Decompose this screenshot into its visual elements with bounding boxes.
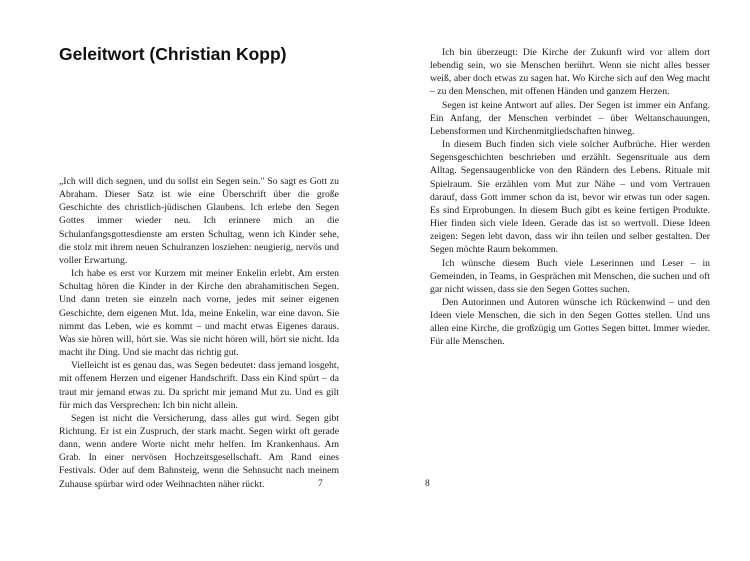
paragraph: Ich wünsche diesem Buch viele Leserinnen und Leser – in Gemeinden, in Teams, in Gesprächen mit Menschen, die suchen und oft gar nicht wissen, dass sie den Segen Gottes suchen.: [430, 257, 710, 295]
left-text-column: [59, 175, 339, 491]
page-number: 8: [425, 479, 430, 489]
page-heading: Geleitwort (Christian Kopp): [59, 44, 287, 64]
paragraph: Ich habe es erst vor Kurzem mit meiner Enkelin erlebt. Am ersten Schultag hören die Kinder in der Kirche den abrahamitischen Segen. Und dann treten sie einzeln nach vorne, jedes mit seiner eigenen Geschichte, dem eigenen Mut. Ida, meine Enkelin, war eine davon. Sie nimmt das Leben, wie es kommt – und macht etwas Eigenes daraus. Was sie hören will, hört sie. Was sie nicht hören will, hört sie nicht. Ida macht ihr Ding. Und sie macht das richtig gut.: [59, 268, 339, 359]
paragraph: In diesem Buch finden sich viele solcher Aufbrüche. Hier werden Segensgeschichten beschrieben und erzählt. Segensrituale aus dem Alltag. Segensaugenblicke von den Rändern des Lebens. Rituale mit Spielraum. Sie erzählen vom Mut zur Nähe – und vom Vertrauen darauf, dass Gott immer schon da ist, bevor wir etwas tun oder sagen. Es sind Erprobungen. In diesem Buch gibt es keine fertigen Produkte. Hier finden sich viele Ideen. Gerade das ist so wertvoll. Diese Ideen zeigen: Segen lebt davon, dass wir ihn teilen und selber gestalten. Der Segen möchte Raum bekommen.: [430, 139, 710, 256]
paragraph: „Ich will dich segnen, und du sollst ein Segen sein." So sagt es Gott zu Abraham. Dieser Satz ist wie eine Überschrift über die große Geschichte des christlich-jüdischen Glaubens. Ich erlebe den Segen Gottes immer wieder neu. Ich erinnere mich an die Schulanfangsgottesdienste am ersten Schultag, wenn ich Kinder sehe, die stolz mit ihrem neuen Schulranzen losziehen: neugierig, nervös und voller Erwartung.: [59, 176, 339, 266]
page-number: 7: [318, 479, 323, 489]
paragraph: Segen ist nicht die Versicherung, dass alles gut wird. Segen gibt Richtung. Er ist ein Zuspruch, der stark macht. Segen wirkt oft gerade dann, wenn andere Worte nicht mehr helfen. Im Krankenhaus. Am Grab. In einer nervösen Hochzeitsgesellschaft. Am Rand eines Festivals. Oder auf dem Bahnsteig, wenn die Sehnsucht nach meinem Zuhause spürbar wird oder Weihnachten näher rückt.: [59, 412, 339, 490]
right-page: [375, 0, 750, 561]
paragraph: Vielleicht ist es genau das, was Segen bedeutet: dass jemand losgeht, mit offenem Herzen und eigener Handschrift. Dass ein Kind spürt – da traut mir jemand etwas zu. Da spricht mir jemand Mut zu. Und es gilt für mich das Versprechen: Ich bin nicht allein.: [59, 360, 339, 411]
right-text-column: [430, 46, 710, 349]
paragraph: Den Autorinnen und Autoren wünsche ich Rückenwind – und den Ideen viele Menschen, die sich in den Segen Gottes stellen. Und uns allen eine Kirche, die großzügig um Gottes Segen bittet. Immer wieder. Für alle Menschen.: [430, 296, 710, 348]
paragraph: Segen ist keine Antwort auf alles. Der Segen ist immer ein Anfang. Ein Anfang, der Menschen verbindet – über Weltanschauungen, Lebensformen und Kirchenmitgliedschaften hinweg.: [430, 99, 710, 137]
paragraph: Ich bin überzeugt: Die Kirche der Zukunft wird vor allem dort lebendig sein, wo sie Menschen berührt. Wenn sie nicht alles besser weiß, aber doch etwas zu sagen hat. Wo Kirche sich auf den Weg macht – zu den Menschen, mit offenen Händen und ganzem Herzen.: [430, 47, 710, 98]
